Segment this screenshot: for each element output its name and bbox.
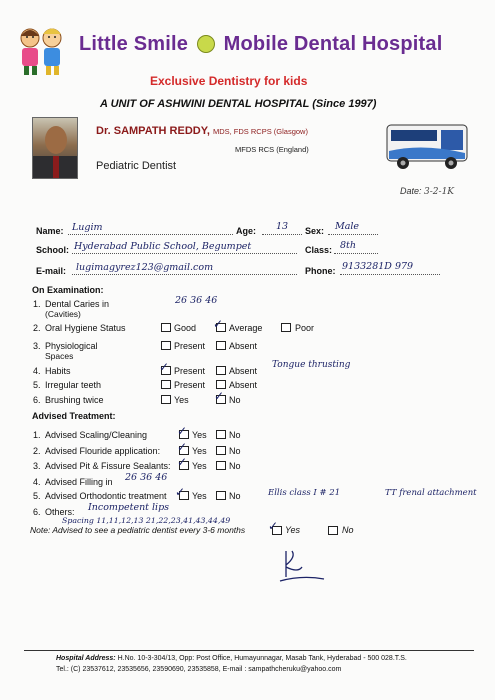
footer-address-text: H.No. 10-3-304/13, Opp: Post Office, Humayunnagar, Masab Tank, Hyderabad - 500 028.T.S. (117, 655, 407, 662)
tooth-logo-icon (197, 35, 215, 53)
exam-5-label: Irregular teeth (45, 380, 102, 390)
exam-6-num: 6. (33, 395, 41, 405)
sex-label: Sex: (305, 226, 325, 236)
checkbox-spaces-absent[interactable] (216, 341, 226, 350)
footer-rule (24, 650, 474, 651)
opt-sealants-yes: Yes (192, 461, 207, 471)
checkbox-spaces-present[interactable] (161, 341, 171, 350)
doctor-role: Pediatric Dentist (96, 160, 177, 172)
checkbox-good[interactable] (161, 323, 171, 332)
phone-value: 9133281D 979 (342, 261, 414, 272)
checkbox-ortho-no[interactable] (216, 491, 226, 500)
email-label: E-mail: (36, 266, 67, 276)
class-label: Class: (305, 245, 333, 255)
exam-2-num: 2. (33, 323, 41, 333)
check-mark-icon: ✓ (177, 424, 188, 438)
others-ellis: Ellis class I # 21 (268, 488, 341, 498)
others-frenal: TT frenal attachment (385, 488, 477, 498)
exam-4-num: 4. (33, 366, 41, 376)
title-part2: Mobile Dental Hospital (223, 33, 443, 55)
unit-line: A UNIT OF ASHWINI DENTAL HOSPITAL (Since 1997) (100, 98, 377, 110)
treat-2-num: 2. (33, 446, 41, 456)
opt-brushing-yes: Yes (174, 395, 189, 405)
opt-flouride-no: No (229, 446, 241, 456)
treatment-heading: Advised Treatment: (32, 411, 116, 421)
opt-ortho-no: No (229, 491, 241, 501)
sex-line (328, 234, 378, 235)
email-value: lugimagyrez123@gmail.com (76, 262, 214, 273)
exam-5-num: 5. (33, 380, 41, 390)
checkbox-brushing-yes[interactable] (161, 395, 171, 404)
opt-habits-present: Present (174, 366, 206, 376)
doctor-name (96, 125, 308, 137)
examination-heading: On Examination: (32, 285, 104, 295)
habits-note: Tongue thrusting (272, 360, 351, 370)
opt-scaling-yes: Yes (192, 430, 207, 440)
name-value: Lugim (72, 222, 103, 233)
school-label: School: (36, 245, 69, 255)
treat-2-label: Advised Flouride application: (45, 446, 161, 456)
checkbox-habits-absent[interactable] (216, 366, 226, 375)
opt-poor: Poor (295, 323, 315, 333)
exam-3-num: 3. (33, 341, 41, 351)
class-line (334, 253, 378, 254)
opt-ortho-yes: Yes (192, 491, 207, 501)
footer-contact: Tel.: (C) 23537612, 23535656, 23590690, 23535858, E-mail : sampathcheruku@yahoo.com (56, 666, 342, 673)
footer-address-label: Hospital Address: (56, 655, 116, 662)
exam-4-label: Habits (45, 366, 71, 376)
opt-habits-absent: Absent (229, 366, 258, 376)
age-label: Age: (236, 226, 256, 236)
others-value: Incompetent lips (88, 502, 170, 513)
school-line (72, 253, 297, 254)
exam-1-num: 1. (33, 299, 41, 309)
checkbox-scaling-no[interactable] (216, 430, 226, 439)
kids-logo-icon (14, 24, 72, 76)
opt-average: Average (229, 323, 263, 333)
treat-4-num: 4. (33, 477, 41, 487)
doctor-signature (272, 547, 332, 587)
age-line (262, 234, 302, 235)
age-value: 13 (276, 221, 289, 232)
date-label: Date: (400, 186, 422, 196)
exam-6-label: Brushing twice (45, 395, 104, 405)
doctor-quals1: MDS, FDS RCPS (Glasgow) (212, 127, 308, 136)
check-mark-icon: ✓ (214, 389, 225, 403)
checkbox-flouride-no[interactable] (216, 446, 226, 455)
exam-1-label2: (Cavities) (45, 309, 81, 319)
opt-good: Good (174, 323, 197, 333)
exam-2-label: Oral Hygiene Status (45, 323, 126, 333)
date-value: 3-2-1K (424, 187, 455, 197)
doctor-quals2: MFDS RCS (England) (235, 145, 309, 154)
treat-6-num: 6. (33, 507, 41, 517)
opt-spaces-present: Present (174, 341, 206, 351)
opt-scaling-no: No (229, 430, 241, 440)
filling-value: 26 36 46 (125, 472, 168, 483)
checkbox-irregular-absent[interactable] (216, 380, 226, 389)
subtitle: Exclusive Dentistry for kids (150, 74, 308, 88)
check-mark-icon: ✓ (177, 440, 188, 454)
phone-label: Phone: (305, 266, 336, 276)
email-line (72, 274, 297, 275)
exam-3-label: Physiological (45, 341, 98, 351)
treat-4-label: Advised Filling in (45, 477, 113, 487)
opt-sealants-no: No (229, 461, 241, 471)
recall-note-text: Note: Advised to see a pediatric dentist every 3-6 months (30, 525, 246, 535)
doctor-photo (32, 117, 78, 179)
treat-3-num: 3. (33, 461, 41, 471)
name-line (68, 234, 233, 235)
checkbox-irregular-present[interactable] (161, 380, 171, 389)
date-field (400, 186, 454, 197)
class-value: 8th (340, 240, 356, 251)
hospital-title (79, 33, 443, 56)
opt-recall-no: No (342, 525, 354, 535)
opt-recall-yes: Yes (285, 525, 301, 535)
check-mark-icon: ✓ (159, 360, 170, 374)
check-mark-icon: ✓ (213, 317, 224, 331)
treat-6-label: Others: (45, 507, 75, 517)
opt-brushing-no: No (229, 395, 241, 405)
name-label: Name: (36, 226, 64, 236)
checkbox-sealants-no[interactable] (216, 461, 226, 470)
checkbox-recall-no[interactable] (328, 526, 338, 535)
school-value: Hyderabad Public School, Begumpet (74, 241, 252, 252)
footer-address (56, 655, 407, 662)
check-mark-icon: ✓ (177, 455, 188, 469)
opt-spaces-absent: Absent (229, 341, 258, 351)
mobile-bus-icon (383, 117, 473, 173)
treat-3-label: Advised Pit & Fissure Sealants: (45, 461, 171, 471)
exam-1-label: Dental Caries in (45, 299, 110, 309)
check-mark-icon: ✓ (175, 485, 186, 499)
treat-1-label: Advised Scaling/Cleaning (45, 430, 148, 440)
exam-1-value: 26 36 46 (175, 295, 218, 306)
doctor-name-text: Dr. SAMPATH REDDY, (96, 125, 210, 137)
title-part1: Little Smile (79, 33, 189, 55)
opt-irregular-present: Present (174, 380, 206, 390)
treat-5-num: 5. (33, 491, 41, 501)
opt-flouride-yes: Yes (192, 446, 207, 456)
phone-line (340, 274, 440, 275)
opt-irregular-absent: Absent (229, 380, 258, 390)
treat-5-label: Advised Orthodontic treatment (45, 491, 167, 501)
exam-3-label2: Spaces (45, 351, 74, 361)
recall-note (30, 525, 245, 535)
others-spacing: Spacing 11,11,12,13 21,22,23,41,43,44,49 (62, 516, 231, 525)
check-mark-icon: ✓ (268, 519, 279, 533)
treat-1-num: 1. (33, 430, 41, 440)
checkbox-poor[interactable] (281, 323, 291, 332)
sex-value: Male (335, 221, 360, 232)
